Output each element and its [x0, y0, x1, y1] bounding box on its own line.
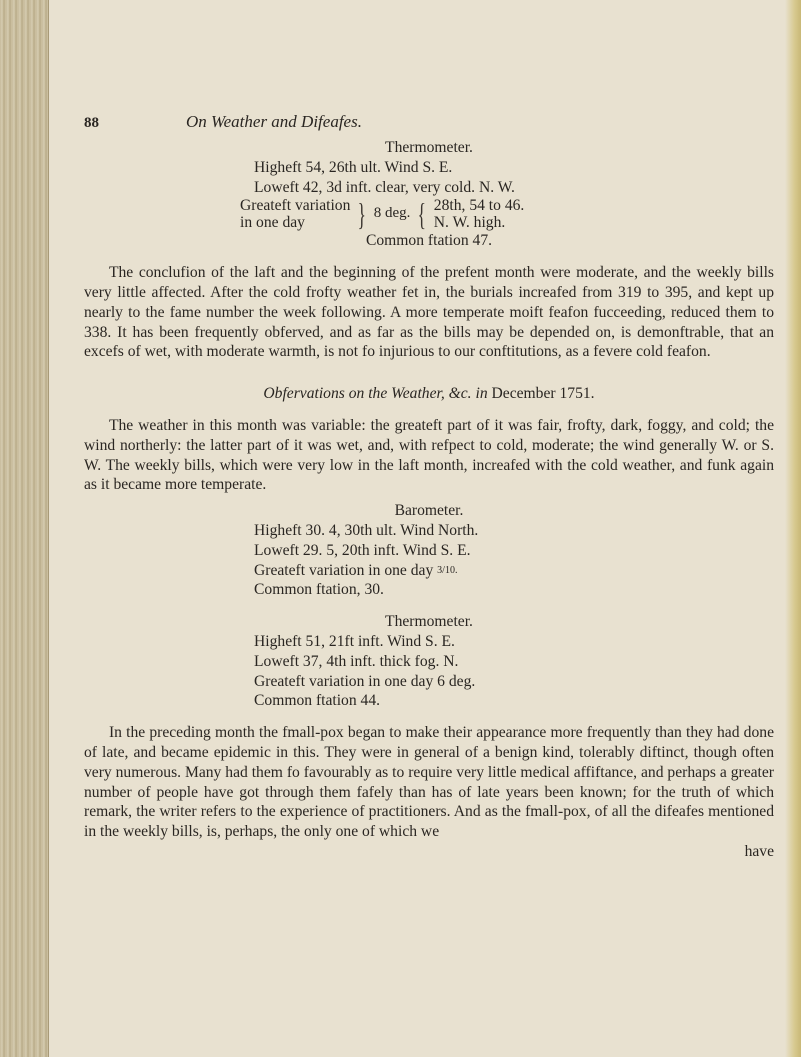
barometer-line: Loweft 29. 5, 20th inft. Wind S. E.: [254, 541, 471, 559]
thermometer-heading-1: Thermometer.: [385, 139, 473, 156]
barometer-fraction: 3/10.: [437, 564, 458, 576]
thermometer-line: Loweft 37, 4th inft. thick fog. N.: [254, 652, 459, 670]
variation-label-2: in one day: [240, 214, 305, 232]
thermometer-line: Loweft 42, 3d inft. clear, very cold. N. W.: [254, 178, 515, 196]
catchword: have: [744, 842, 774, 860]
page-header: [84, 112, 774, 138]
left-brace: {: [417, 196, 427, 233]
thermometer-heading-2: Thermometer.: [385, 613, 473, 631]
thermometer-line: Higheft 54, 26th ult. Wind S. E.: [254, 158, 453, 176]
variation-block: [84, 197, 774, 231]
observations-heading-italic: Obfervations on the Weather, &c. in: [263, 385, 488, 403]
barometer-line: [84, 561, 774, 581]
thermometer-line: Higheft 51, 21ft inft. Wind S. E.: [254, 632, 455, 650]
thermometer-line: Greateft variation in one day 6 deg.: [254, 672, 476, 690]
paragraph: The conclufion of the laft and the beginning of the prefent month were moderate, and the weekly bills very little affected. After the cold frofty weather fet in, the burials increafed from 319 to 395, and kept up nearly to the fame number the week following. A more temperate moift feafon fucceeding, reduced them to 338. It has been frequently obferved, and as far as the bills may be depended on, is demonftrable, that an excefs of wet, with moderate warmth, is not fo injurious to our conftitutions, as a fevere cold feafon.: [84, 264, 774, 361]
observations-heading-date: December 1751.: [491, 385, 595, 403]
right-brace: }: [357, 196, 367, 233]
common-station: Common ftation 47.: [365, 232, 493, 250]
barometer-line: Common ftation, 30.: [254, 581, 384, 599]
paragraph: In the preceding month the fmall-pox began to make their appearance more frequently than they had done of late, and became epidemic in this. They were in general of a benign kind, tolerably diftinct, though often very numerous. Many had them fo favourably as to require very little medical affiftance, and perhaps a greater number of people have got through them fafely than has of late years been known; for the truth of which remark, the writer refers to the experience of practitioners. And as the fmall-pox, of all the difeafes mentioned in the weekly bills, is, perhaps, the only one of which we: [84, 724, 774, 841]
thermometer-line: Common ftation 44.: [254, 692, 381, 710]
page-number: 88: [84, 115, 99, 131]
variation-detail: 28th, 54 to 46.: [433, 197, 525, 215]
page-edge: [785, 0, 801, 1057]
book-page: [84, 112, 774, 862]
paragraph: The weather in this month was variable: the greateft part of it was fair, frofty, dark, foggy, and cold; the wind northerly: the latter part of it was wet, and, with refpect to cold, moderate; the wind generally W. or S. W. The weekly bills, which were very low in the laft month, increafed with the cold weather, and funk again as it became more temperate.: [84, 416, 774, 494]
variation-detail-2: N. W. high.: [433, 214, 506, 232]
variation-label: Greateft variation: [240, 197, 351, 215]
observations-heading: [84, 384, 774, 404]
barometer-heading: Barometer.: [394, 502, 464, 520]
barometer-line: Higheft 30. 4, 30th ult. Wind North.: [254, 521, 479, 539]
variation-value: 8 deg.: [373, 205, 411, 222]
running-title: On Weather and Difeafes.: [186, 112, 362, 131]
book-binding: [0, 0, 49, 1057]
barometer-variation: Greateft variation in one day: [254, 561, 434, 579]
